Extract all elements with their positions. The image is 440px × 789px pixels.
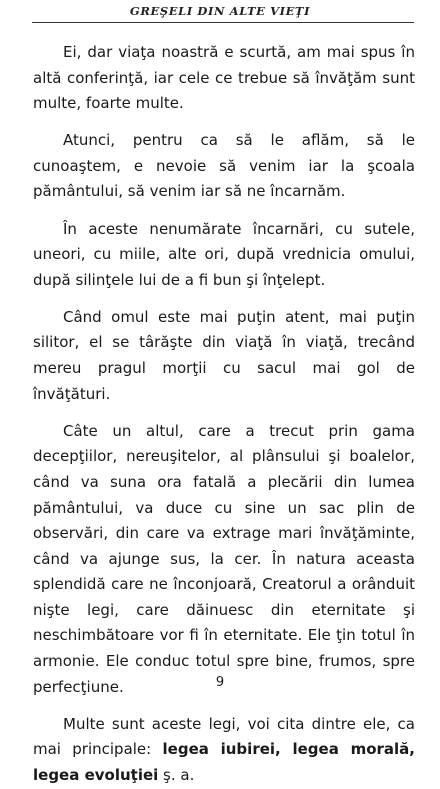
header-rule (32, 22, 414, 23)
paragraph-6-end: ş. a. (158, 765, 195, 784)
paragraph-6-intro: Multe sunt aceste legi, voi cita dintre ele, ca mai principale: (33, 714, 415, 759)
paragraph-4: Când omul este mai puţin atent, mai puţin silitor, el se târăşte din viaţă în viaţă, trecând mereu pragul morţii cu sacul mai gol de învăţături. (33, 307, 415, 403)
paragraph-2: Atunci, pentru ca să le aflăm, să le cunoaştem, e nevoie să venim iar la şcoala pământului, să venim iar să ne încarnăm. (33, 131, 415, 201)
laws-list: legea iubirei, legea morală, legea evoluţiei (33, 740, 415, 784)
running-header: GREŞELI DIN ALTE VIEŢI (129, 4, 311, 18)
page-number: 9 (215, 675, 225, 690)
paragraph-1: Ei, dar viaţa noastră e scurtă, am mai spus în altă conferinţă, iar cele ce trebue să învăţăm sunt multe, foarte multe. (33, 43, 415, 113)
paragraph-6 (33, 712, 415, 789)
paragraph-3: În aceste nenumărate încarnări, cu sutele, uneori, cu miile, alte ori, după vrednicia omului, după silinţele lui de a fi bun şi înţelept. (33, 219, 415, 289)
paragraph-5: Câte un altul, care a trecut prin gama decepţiilor, nereuşitelor, al plânsului şi boalelor, când va suna ora fatală a plecării din lumea pământului, va duce cu sine un sac plin de observări, din care va extrage mari învăţăminte, când va ajunge sus, la cer. În natura aceasta splendidă care ne înconjoară, Creatorul a orânduit nişte legi, care dăinuesc din eternitate şi neschimbătoare vor fi în eternitate. Ele ţin totul în armonie. Ele conduc totul spre bine, frumos, spre perfecţiune. (33, 421, 415, 696)
